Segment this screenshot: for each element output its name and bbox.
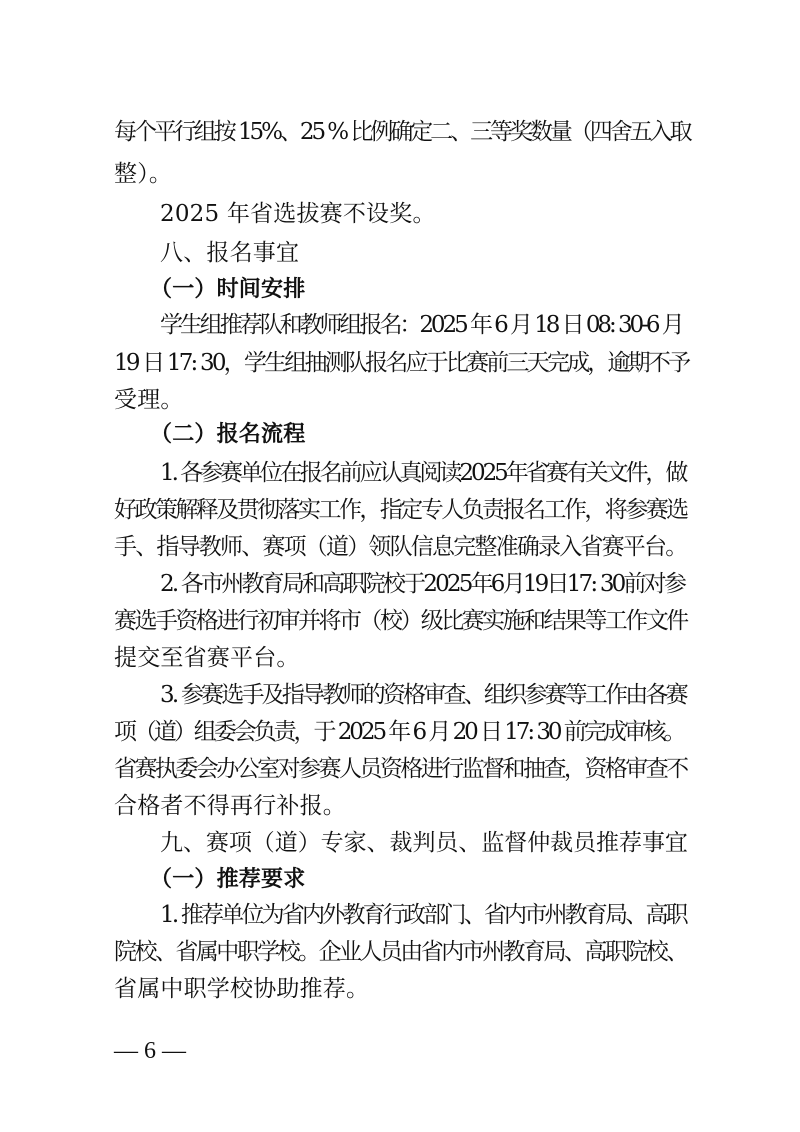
section-heading: 九、赛项（道）专家、裁判员、监督仲裁员推荐事宜 xyxy=(160,830,688,856)
body-text-line: 项（道）组委会负责，于 2025 年 6 月 20 日 17: 30 前完成审核。 xyxy=(114,719,684,745)
body-text-line: 1. 各参赛单位在报名前应认真阅读2025年省赛有关文件，做 xyxy=(160,460,686,486)
subsection-heading: （二）报名流程 xyxy=(150,422,306,447)
body-text-line: 2. 各市州教育局和高职院校于2025年6月19日17: 30前对参 xyxy=(160,571,685,597)
body-text-line: 每个平行组按 15%、25 % 比例确定二、三等奖数量（四舍五入取 xyxy=(114,119,690,145)
body-text-line: 省属中职学校协助推荐。 xyxy=(114,976,370,1002)
section-heading: 八、报名事宜 xyxy=(160,240,300,266)
body-text-line: 合格者不得再行补报。 xyxy=(114,793,346,819)
body-text-line: 19 日 17: 30，学生组抽测队报名应于比赛前三天完成，逾期不予 xyxy=(114,350,689,376)
body-text-line: 2025 年省选拔赛不设奖。 xyxy=(160,201,436,227)
body-text-line: 1. 推荐单位为省内外教育行政部门、省内市州教育局、高职 xyxy=(160,902,686,928)
body-text-line: 院校、省属中职学校。企业人员由省内市州教育局、高职院校、 xyxy=(114,939,687,965)
body-text-line: 手、指导教师、赛项（道）领队信息完整准确录入省赛平台。 xyxy=(114,534,687,560)
body-text-line: 学生组推荐队和教师组报名：2025 年 6 月 18 日 08: 30-6 月 xyxy=(160,312,682,338)
body-text-line: 整）。 xyxy=(114,161,173,187)
page-number: — 6 — xyxy=(114,1038,186,1064)
body-text-line: 省赛执委会办公室对参赛人员资格进行监督和抽查，资格审查不 xyxy=(114,756,687,782)
body-text-line: 赛选手资格进行初审并将市（校）级比赛实施和结果等工作文件 xyxy=(114,608,687,634)
body-text-line: 好政策解释及贯彻落实工作，指定专人负责报名工作，将参赛选 xyxy=(114,497,687,523)
body-text-line: 受理。 xyxy=(114,387,184,413)
body-text-line: 3. 参赛选手及指导教师的资格审查、组织参赛等工作由各赛 xyxy=(160,682,686,708)
body-text-line: 提交至省赛平台。 xyxy=(114,645,300,671)
subsection-heading: （一）推荐要求 xyxy=(150,867,306,892)
subsection-heading: （一）时间安排 xyxy=(150,277,306,302)
